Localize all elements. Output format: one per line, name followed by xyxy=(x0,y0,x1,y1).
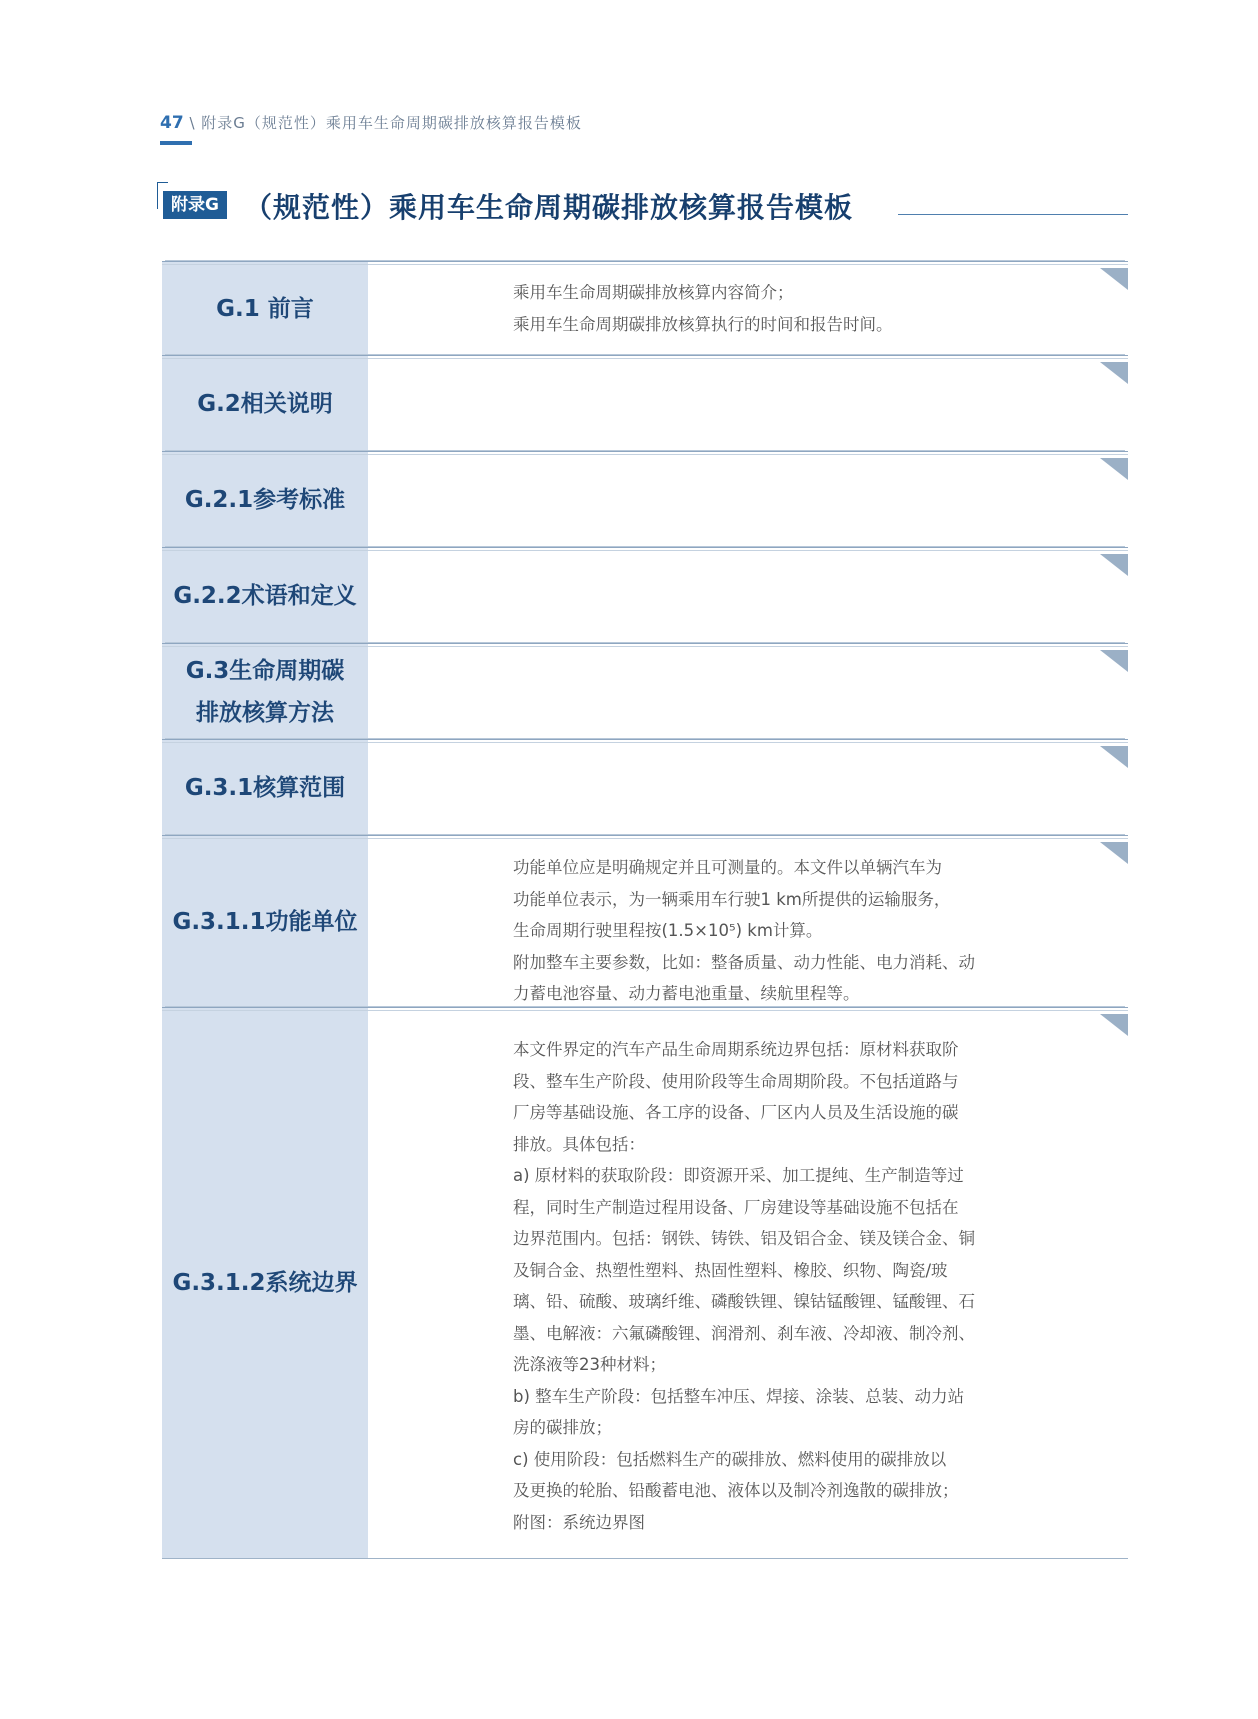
corner-triangle-icon xyxy=(1100,1014,1128,1036)
corner-triangle-icon xyxy=(1100,362,1128,384)
content-line: 乘用车生命周期碳排放核算执行的时间和报告时间。 xyxy=(513,314,893,334)
section-content xyxy=(368,262,1128,355)
content-line: b) 整车生产阶段：包括整车冲压、焊接、涂装、总装、动力站 xyxy=(513,1386,965,1406)
content-line: 边界范围内。包括：钢铁、铸铁、铝及铝合金、镁及镁合金、铜 xyxy=(513,1229,975,1248)
content-line: 段、整车生产阶段、使用阶段等生命周期阶段。不包括道路与 xyxy=(513,1071,959,1091)
section-label xyxy=(162,452,368,547)
title-rule xyxy=(898,214,1128,215)
content-line: 及更换的轮胎、铅酸蓄电池、液体以及制冷剂逸散的碳排放； xyxy=(513,1481,959,1500)
section-label xyxy=(162,356,368,451)
content-line: 房的碳排放； xyxy=(513,1418,612,1437)
content-line: 本文件界定的汽车产品生命周期系统边界包括：原材料获取阶 xyxy=(513,1040,959,1059)
content-line: 附加整车主要参数，比如：整备质量、动力性能、电力消耗、动 xyxy=(513,952,975,972)
section-row-g2-2 xyxy=(162,547,1128,643)
page-number: 47 xyxy=(160,113,184,133)
section-label-text: G.3生命周期碳 xyxy=(185,657,345,684)
section-content xyxy=(368,1008,1128,1558)
section-label-text: G.2相关说明 xyxy=(197,390,333,417)
content-line: 墨、电解液：六氟磷酸锂、润滑剂、刹车液、冷却液、制冷剂、 xyxy=(513,1323,975,1343)
section-label-text: G.2.1参考标准 xyxy=(184,486,346,513)
section-row-g3-1-2 xyxy=(162,1007,1128,1559)
content-line: a) 原材料的获取阶段：即资源开采、加工提纯、生产制造等过 xyxy=(513,1166,964,1185)
corner-triangle-icon xyxy=(1100,458,1128,480)
content-line: 及铜合金、热塑性塑料、热固性塑料、橡胶、织物、陶瓷/玻 xyxy=(513,1260,948,1280)
header-underline xyxy=(160,141,192,145)
corner-triangle-icon xyxy=(1100,650,1128,672)
section-label-text: G.1 前言 xyxy=(216,295,314,322)
section-content xyxy=(368,548,1128,643)
content-line: 力蓄电池容量、动力蓄电池重量、续航里程等。 xyxy=(513,984,860,1003)
content-line: 排放。具体包括： xyxy=(513,1134,645,1154)
section-label-text: 排放核算方法 xyxy=(196,699,334,726)
content-line: 洗涤液等23种材料； xyxy=(513,1355,666,1374)
section-label xyxy=(162,836,368,1007)
content-line: 生命周期行驶里程按(1.5×10⁵) km计算。 xyxy=(513,921,823,940)
section-row-g3-1 xyxy=(162,739,1128,835)
section-row-g2-1 xyxy=(162,451,1128,547)
content-line: c) 使用阶段：包括燃料生产的碳排放、燃料使用的碳排放以 xyxy=(513,1449,947,1469)
section-label xyxy=(162,262,368,355)
corner-triangle-icon xyxy=(1100,746,1128,768)
section-row-g2 xyxy=(162,355,1128,451)
section-content xyxy=(368,356,1128,451)
content-line: 璃、铅、硫酸、玻璃纤维、磷酸铁锂、镍钴锰酸锂、锰酸锂、石 xyxy=(513,1292,975,1311)
content-line: 附图：系统边界图 xyxy=(513,1512,645,1532)
section-row-g1 xyxy=(162,261,1128,355)
corner-triangle-icon xyxy=(1100,268,1128,290)
content-line: 乘用车生命周期碳排放核算内容简介； xyxy=(513,283,794,302)
section-content xyxy=(368,644,1128,739)
content-line: 功能单位应是明确规定并且可测量的。本文件以单辆汽车为 xyxy=(513,858,942,877)
section-content xyxy=(368,836,1128,1007)
content-line: 程，同时生产制造过程用设备、厂房建设等基础设施不包括在 xyxy=(513,1197,959,1217)
appendix-badge: 附录G xyxy=(163,191,227,219)
section-label xyxy=(162,740,368,835)
section-label xyxy=(162,1008,368,1558)
section-content xyxy=(368,740,1128,835)
report-template-table xyxy=(162,261,1128,1559)
content-line: 功能单位表示，为一辆乘用车行驶1 km所提供的运输服务， xyxy=(513,889,951,909)
content-line: 厂房等基础设施、各工序的设备、厂区内人员及生活设施的碳 xyxy=(513,1103,959,1122)
section-label-text: G.3.1.2系统边界 xyxy=(172,1270,358,1296)
running-title: 附录G（规范性）乘用车生命周期碳排放核算报告模板 xyxy=(201,114,582,132)
running-header xyxy=(160,112,582,133)
section-label-text: G.2.2术语和定义 xyxy=(173,582,357,609)
section-label-text: G.3.1核算范围 xyxy=(184,774,346,801)
corner-triangle-icon xyxy=(1100,842,1128,864)
section-label-text: G.3.1.1功能单位 xyxy=(172,908,358,935)
page-title: （规范性）乘用车生命周期碳排放核算报告模板 xyxy=(244,191,854,224)
section-label xyxy=(162,548,368,643)
header-separator: \ xyxy=(189,114,196,132)
section-label xyxy=(162,644,368,739)
section-content xyxy=(368,452,1128,547)
section-row-g3 xyxy=(162,643,1128,739)
corner-triangle-icon xyxy=(1100,554,1128,576)
section-row-g3-1-1 xyxy=(162,835,1128,1007)
